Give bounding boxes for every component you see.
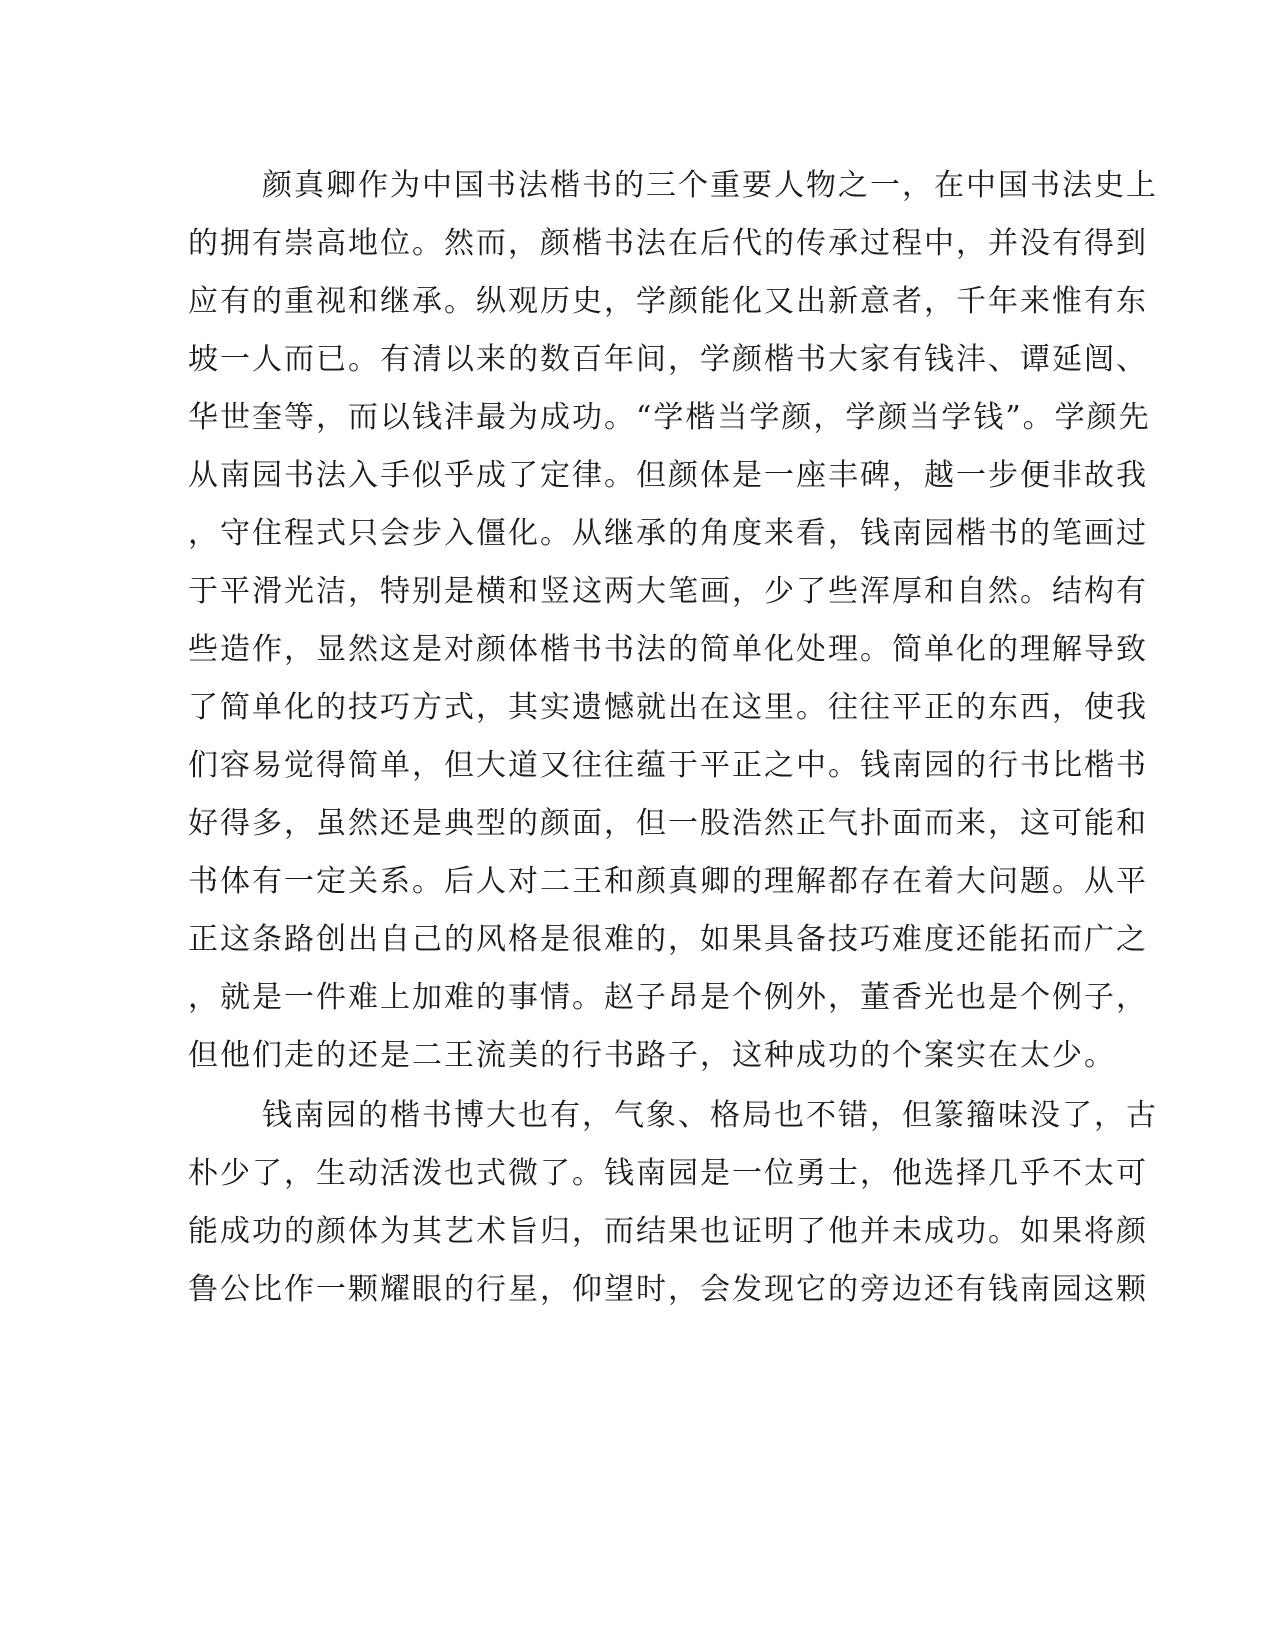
- paragraph-2-line-3: 能成功的颜体为其艺术旨归，而结果也证明了他并未成功。如果将颜: [188, 1214, 1148, 1249]
- paragraph-1-line-13: 书体有一定关系。后人对二王和颜真卿的理解都存在着大问题。从平: [188, 864, 1148, 899]
- paragraph-2-line-2: 朴少了，生动活泼也式微了。钱南园是一位勇士，他选择几乎不太可: [188, 1156, 1148, 1191]
- paragraph-1-line-14: 正这条路创出自己的风格是很难的，如果具备技巧难度还能拓而广之: [188, 922, 1148, 957]
- paragraph-1-line-2: 的拥有崇高地位。然而，颜楷书法在后代的传承过程中，并没有得到: [188, 226, 1148, 261]
- paragraph-1-line-10: 了简单化的技巧方式，其实遗憾就出在这里。往往平正的东西，使我: [188, 690, 1148, 725]
- paragraph-1-line-11: 们容易觉得简单，但大道又往往蕴于平正之中。钱南园的行书比楷书: [188, 748, 1148, 783]
- paragraph-1-line-7: ，守住程式只会步入僵化。从继承的角度来看，钱南园楷书的笔画过: [188, 516, 1148, 551]
- paragraph-1-line-1: 颜真卿作为中国书法楷书的三个重要人物之一，在中国书法史上: [262, 168, 1158, 203]
- paragraph-1-line-3: 应有的重视和继承。纵观历史，学颜能化又出新意者，千年来惟有东: [188, 284, 1148, 319]
- paragraph-1-line-6: 从南园书法入手似乎成了定律。但颜体是一座丰碑，越一步便非故我: [188, 458, 1148, 493]
- paragraph-1-line-8: 于平滑光洁，特别是横和竖这两大笔画，少了些浑厚和自然。结构有: [188, 574, 1148, 609]
- paragraph-1-line-4: 坡一人而已。有清以来的数百年间，学颜楷书大家有钱沣、谭延闿、: [188, 342, 1148, 377]
- paragraph-1-line-15: ，就是一件难上加难的事情。赵子昂是个例外，董香光也是个例子，: [188, 980, 1148, 1015]
- paragraph-1-line-9: 些造作，显然这是对颜体楷书书法的简单化处理。简单化的理解导致: [188, 632, 1148, 667]
- paragraph-1-line-12: 好得多，虽然还是典型的颜面，但一股浩然正气扑面而来，这可能和: [188, 806, 1148, 841]
- paragraph-2-line-1: 钱南园的楷书博大也有，气象、格局也不错，但篆籀味没了，古: [262, 1098, 1158, 1133]
- paragraph-1-line-16: 但他们走的还是二王流美的行书路子，这种成功的个案实在太少。: [188, 1038, 1116, 1073]
- paragraph-2-line-4: 鲁公比作一颗耀眼的行星，仰望时，会发现它的旁边还有钱南园这颗: [188, 1272, 1148, 1307]
- paragraph-1-line-5: 华世奎等，而以钱沣最为成功。“学楷当学颜，学颜当学钱”。学颜先: [188, 400, 1151, 435]
